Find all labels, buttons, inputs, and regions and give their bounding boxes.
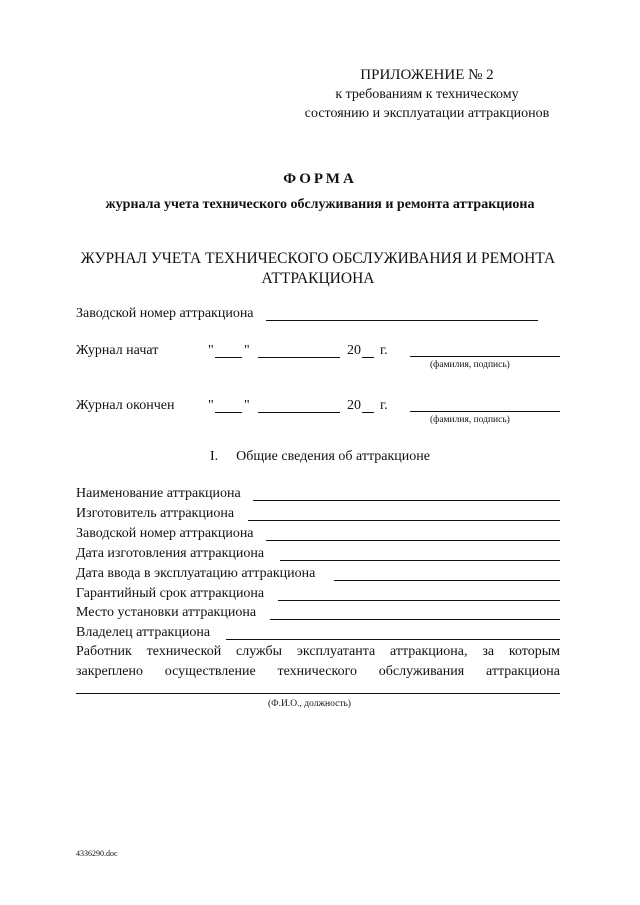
finished-year-suffix: г. — [380, 398, 388, 413]
journal-title: ЖУРНАЛ УЧЕТА ТЕХНИЧЕСКОГО ОБСЛУЖИВАНИЯ И РЕМОНТА АТТРАКЦИОНА — [80, 250, 556, 287]
appendix-line-2: состоянию и эксплуатации аттракционов — [304, 106, 550, 121]
form-subtitle: журнала учета технического обслуживания и ремонта аттракциона — [105, 197, 535, 212]
finished-day-line — [215, 412, 242, 413]
field-line-owner — [226, 639, 560, 640]
section-title: Общие сведения об аттракционе — [236, 449, 430, 464]
field-line-manufacturer — [248, 520, 560, 521]
finished-year-prefix: 20 — [347, 398, 361, 413]
footer-code: 4336290.doc — [76, 849, 118, 858]
started-day-line — [215, 357, 242, 358]
started-month-line — [258, 357, 340, 358]
appendix-block — [296, 66, 558, 123]
finished-quote-close: " — [244, 398, 250, 413]
worker-line-1: Работник технической службы эксплуатанта аттракциона, за которым — [76, 644, 560, 659]
field-line-manufacture-date — [280, 560, 560, 561]
field-label-name: Наименование аттракциона — [76, 486, 241, 501]
appendix-heading: ПРИЛОЖЕНИЕ № 2 — [360, 67, 494, 83]
worker-line-2: закреплено осуществление технического обслуживания аттракциона — [76, 664, 560, 679]
field-label-serial: Заводской номер аттракциона — [76, 526, 254, 541]
section-number: I. — [209, 449, 219, 464]
field-label-manufacturer: Изготовитель аттракциона — [76, 506, 235, 521]
started-year-prefix: 20 — [347, 343, 361, 358]
started-quote-close: " — [244, 343, 250, 358]
serial-line — [266, 320, 538, 321]
field-label-location: Место установки аттракциона — [76, 605, 257, 620]
field-line-serial — [266, 540, 560, 541]
worker-caption: (Ф.И.О., должность) — [268, 699, 351, 709]
finished-label: Журнал окончен — [76, 398, 175, 413]
finished-signature-line — [410, 411, 560, 412]
field-label-manufacture-date: Дата изготовления аттракциона — [76, 546, 265, 561]
field-label-owner: Владелец аттракциона — [76, 625, 211, 640]
finished-signature-caption: (фамилия, подпись) — [430, 415, 510, 425]
started-year-suffix: г. — [380, 343, 388, 358]
field-line-location — [270, 619, 560, 620]
finished-year-line — [362, 412, 374, 413]
started-year-line — [362, 357, 374, 358]
appendix-line-1: к требованиям к техническому — [335, 87, 519, 102]
field-line-commission-date — [334, 580, 560, 581]
started-signature-caption: (фамилия, подпись) — [430, 360, 510, 370]
field-label-commission-date: Дата ввода в эксплуатацию аттракциона — [76, 566, 316, 581]
field-line-name — [253, 500, 560, 501]
finished-month-line — [258, 412, 340, 413]
form-title: ФОРМА — [283, 171, 357, 187]
started-label: Журнал начат — [76, 343, 159, 358]
started-signature-line — [410, 356, 560, 357]
started-quote-open: " — [208, 343, 214, 358]
field-line-warranty — [278, 600, 560, 601]
worker-line — [76, 693, 560, 694]
section-heading — [0, 449, 640, 465]
field-label-warranty: Гарантийный срок аттракциона — [76, 586, 265, 601]
finished-quote-open: " — [208, 398, 214, 413]
serial-label: Заводской номер аттракциона — [76, 306, 254, 321]
